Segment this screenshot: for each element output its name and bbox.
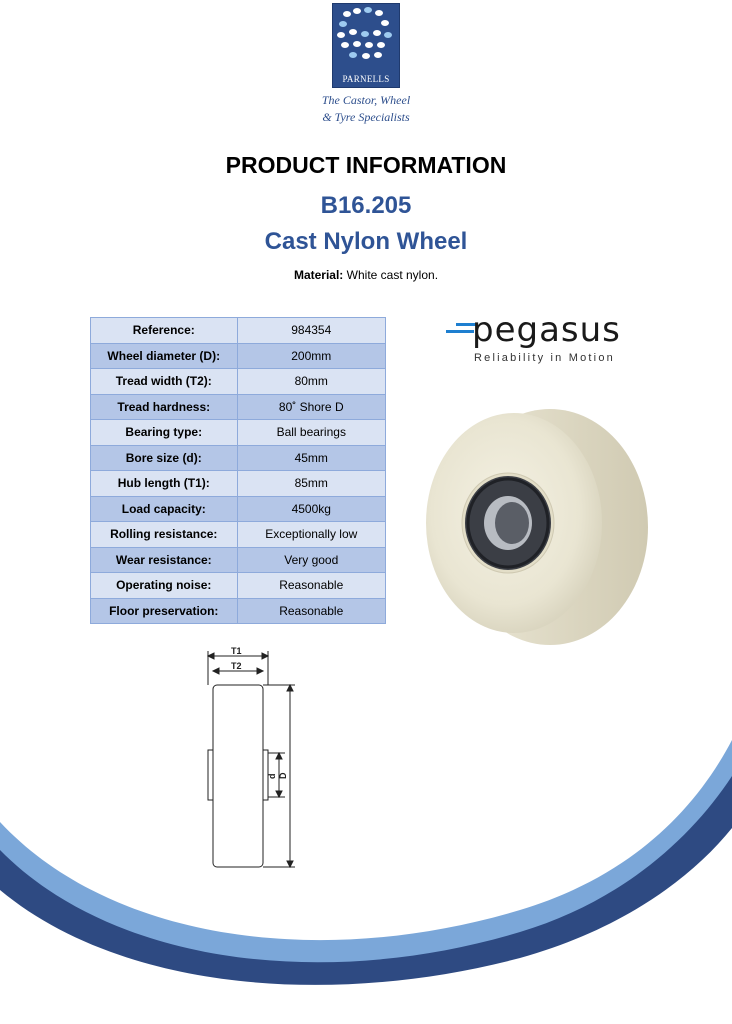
- pegasus-tagline: Reliability in Motion: [474, 352, 615, 364]
- spec-label: Hub length (T1):: [91, 471, 238, 497]
- spec-row: [91, 471, 386, 497]
- company-tagline: [300, 92, 432, 126]
- spec-label: Load capacity:: [91, 496, 238, 522]
- d-small-label: d: [267, 773, 277, 779]
- spec-row: [91, 343, 386, 369]
- spec-value: Exceptionally low: [237, 522, 385, 548]
- d-large-label: D: [278, 772, 288, 779]
- spec-table: [90, 317, 386, 624]
- wheel-photo: [420, 405, 660, 650]
- spec-label: Tread hardness:: [91, 394, 238, 420]
- spec-value: 85mm: [237, 471, 385, 497]
- spec-value: 984354: [237, 318, 385, 344]
- spec-label: Bearing type:: [91, 420, 238, 446]
- material-label: Material:: [293, 268, 344, 282]
- parnells-logo-emblem: [333, 4, 399, 74]
- spec-value: 45mm: [237, 445, 385, 471]
- spec-label: Wheel diameter (D):: [91, 343, 238, 369]
- spec-label: Rolling resistance:: [91, 522, 238, 548]
- page-heading: PRODUCT INFORMATION: [225, 152, 507, 178]
- spec-label: Reference:: [91, 318, 238, 344]
- spec-label: Operating noise:: [91, 573, 238, 599]
- spec-value: 200mm: [237, 343, 385, 369]
- spec-label: Tread width (T2):: [91, 369, 238, 395]
- spec-row: [91, 445, 386, 471]
- spec-label: Floor preservation:: [91, 598, 238, 624]
- bore-hole: [495, 502, 529, 544]
- parnells-brand-text: PARNELLS: [342, 74, 390, 84]
- spec-row: [91, 573, 386, 599]
- spec-label: Wear resistance:: [91, 547, 238, 573]
- product-code: B16.205: [320, 192, 412, 219]
- pegasus-logo: [442, 310, 622, 370]
- spec-row: [91, 318, 386, 344]
- spec-row: [91, 420, 386, 446]
- material-value: White cast nylon.: [346, 268, 439, 282]
- tagline-line-2: & Tyre Specialists: [322, 110, 410, 124]
- parnells-logo: [332, 3, 400, 88]
- spec-value: Reasonable: [237, 598, 385, 624]
- spec-row: [91, 394, 386, 420]
- spec-value: Very good: [237, 547, 385, 573]
- product-name: Cast Nylon Wheel: [264, 228, 468, 255]
- spec-value: Reasonable: [237, 573, 385, 599]
- t1-label: T1: [231, 646, 242, 656]
- spec-row: [91, 547, 386, 573]
- material-line: [0, 268, 732, 282]
- spec-value: 80mm: [237, 369, 385, 395]
- pegasus-dash-icon: [446, 330, 474, 333]
- spec-value: Ball bearings: [237, 420, 385, 446]
- spec-label: Bore size (d):: [91, 445, 238, 471]
- spec-value: 80˚ Shore D: [237, 394, 385, 420]
- tagline-line-1: The Castor, Wheel: [321, 93, 411, 107]
- pegasus-wordmark: pegasus: [472, 310, 621, 350]
- t2-label: T2: [231, 661, 242, 671]
- spec-row: [91, 369, 386, 395]
- spec-row: [91, 598, 386, 624]
- spec-row: [91, 496, 386, 522]
- spec-row: [91, 522, 386, 548]
- decorative-wave: [0, 740, 732, 1024]
- spec-value: 4500kg: [237, 496, 385, 522]
